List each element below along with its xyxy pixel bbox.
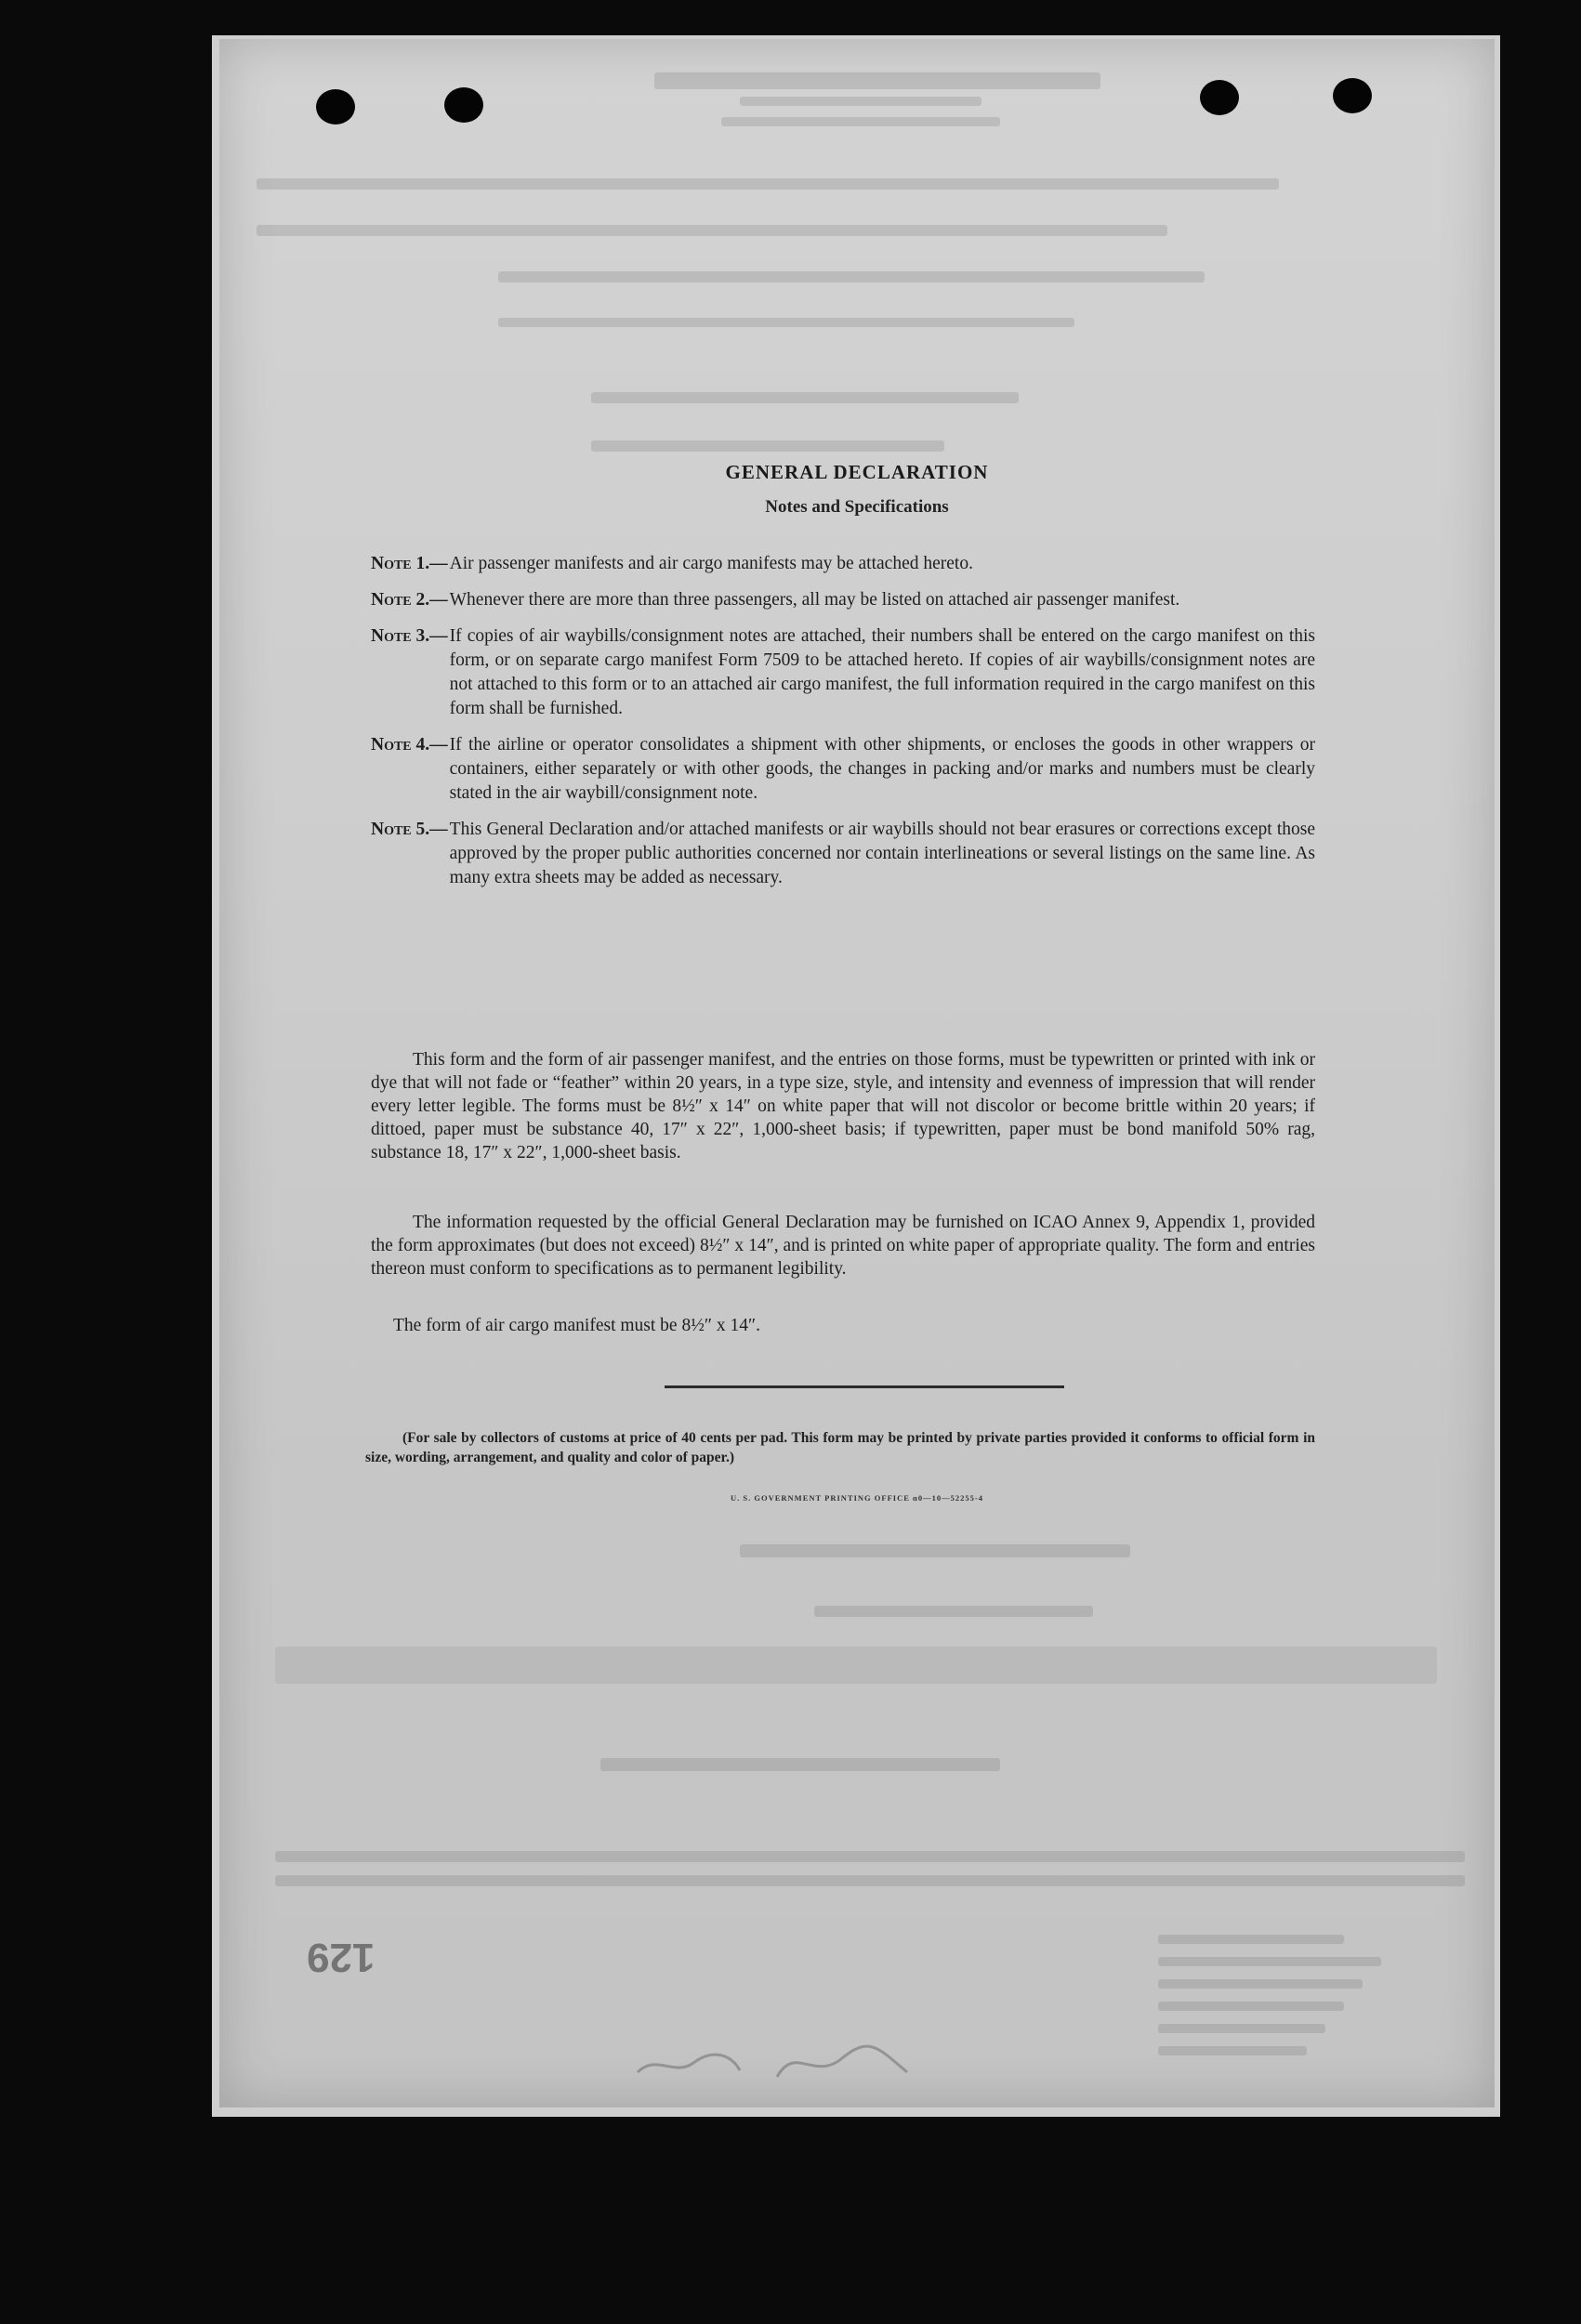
page-number: 129 — [307, 1935, 375, 1980]
note-label: Note 2.— — [371, 590, 448, 610]
cargo-manifest-size-paragraph: The form of air cargo manifest must be 8½″ x 14″. — [393, 1316, 760, 1335]
note-text: Whenever there are more than three passengers, all may be listed on attached air passenger manifest. — [449, 590, 1180, 610]
signature-mark — [628, 2035, 963, 2091]
note-text: If the airline or operator consolidates a shipment with other shipments, or encloses the goods in other wrappers or containers, either separately or with other goods, the changes in packing and/or marks and numbers must be clearly stated in the air waybill/consignment note. — [449, 735, 1315, 803]
divider-rule — [665, 1385, 1064, 1388]
notes-list — [371, 552, 1315, 902]
icao-paragraph: The information requested by the official General Declaration may be furnished on ICAO Annex 9, Appendix 1, provided the form approximates (but does not exceed) 8½″ x 14″, and is printed on white paper of appropriate quality. The form and entries thereon must conform to specifications as to permanent legibility. — [371, 1213, 1315, 1279]
sale-notice: (For sale by collectors of customs at price of 40 cents per pad. This form may be printed by private parties provided it conforms to official form in size, wording, arrangement, and quality and color of paper.) — [365, 1430, 1315, 1465]
ink-specification-paragraph: This form and the form of air passenger manifest, and the entries on those forms, must be typewritten or printed with ink or dye that will not fade or “feather” within 20 years, in a type size, style, and intensity and evenness of impression that will render every letter legible. The forms must be 8½″ x 14″ on white paper that will not discolor or become brittle within 20 years; if dittoed, paper must be substance 40, 17″ x 22″, 1,000-sheet basis; if typewritten, paper must be bond manifold 50% rag, substance 18, 17″ x 22″, 1,000-sheet basis. — [371, 1050, 1315, 1162]
note-text: This General Declaration and/or attached manifests or air waybills should not bear erasures or corrections except those approved by the proper public authorities concerned nor contain interlineations or several listings on the same line. As many extra sheets may be added as necessary. — [449, 820, 1315, 887]
page-title: GENERAL DECLARATION — [725, 461, 989, 483]
note-label: Note 5.— — [371, 820, 448, 839]
document-page — [219, 39, 1495, 2107]
note-item — [371, 624, 1315, 721]
note-label: Note 4.— — [371, 735, 448, 755]
note-item — [371, 733, 1315, 806]
note-label: Note 1.— — [371, 554, 448, 573]
note-text: Air passenger manifests and air cargo manifests may be attached hereto. — [449, 554, 973, 573]
note-text: If copies of air waybills/consignment notes are attached, their numbers shall be entered on the cargo manifest on this form, or on separate cargo manifest Form 7509 to be attached hereto. If copies of air waybills/consignment notes are not attached to this form or to an attached air cargo manifest, the full information required in the cargo manifest on this form shall be furnished. — [449, 626, 1315, 718]
document-content — [219, 39, 1495, 2107]
note-item — [371, 818, 1315, 890]
printing-office-line: U. S. GOVERNMENT PRINTING OFFICE ɑ0—10—52255-4 — [731, 1493, 983, 1503]
note-item — [371, 552, 1315, 576]
note-item — [371, 588, 1315, 612]
note-label: Note 3.— — [371, 626, 448, 646]
page-subtitle: Notes and Specifications — [765, 497, 949, 517]
